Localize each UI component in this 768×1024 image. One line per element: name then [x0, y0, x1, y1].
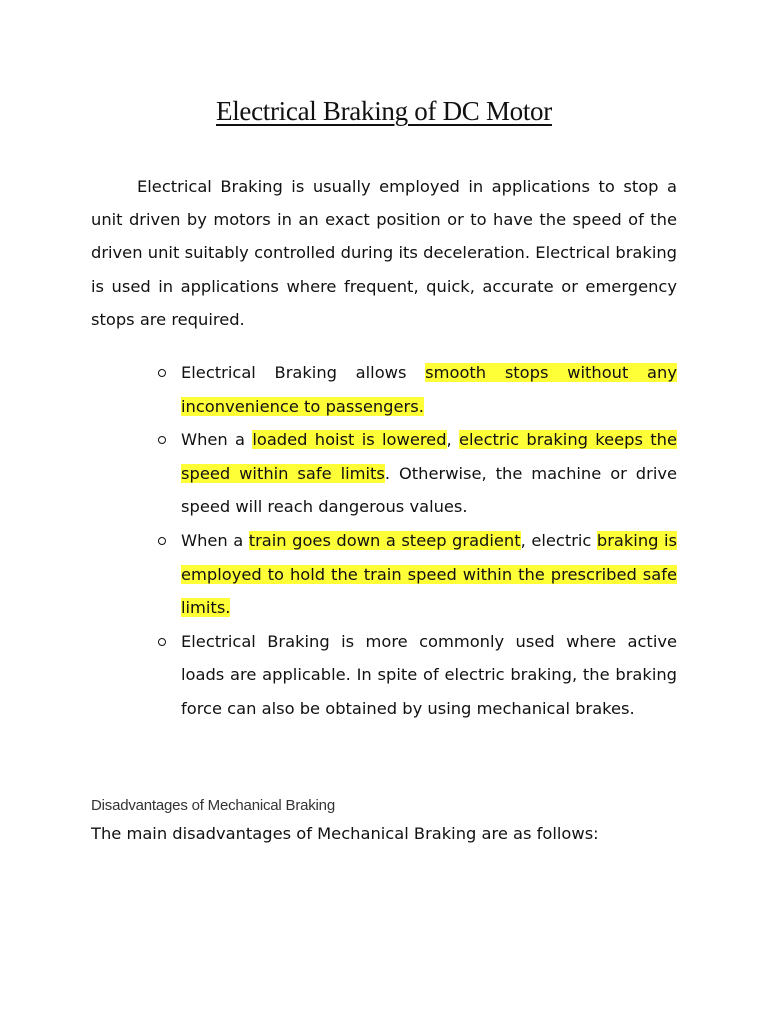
bullet-circle-icon	[158, 638, 166, 646]
intro-paragraph: Electrical Braking is usually employed in applications to stop a unit driven by motors in an exact position or to have the speed of the driven unit suitably controlled during its deceleration. Electrical braking is used in applications where frequent, quick, accurate or emergency stops are required.	[91, 177, 677, 329]
bullet-circle-icon	[158, 436, 166, 444]
highlighted-text: smooth stops without any inconvenience to passengers.	[181, 363, 677, 416]
list-item-text: Electrical Braking is more commonly used where active loads are applicable. In spite of electric braking, the braking force can also be obtained by using mechanical brakes.	[181, 631, 677, 718]
highlighted-text: loaded hoist is lowered	[252, 430, 447, 450]
list-item	[181, 356, 677, 423]
list-item-text: When a	[181, 430, 253, 450]
list-item-text: . Otherwise, the machine or drive speed will reach dangerous values.	[181, 463, 677, 517]
list-item	[181, 423, 677, 524]
bullet-circle-icon	[158, 537, 166, 545]
section-heading: Disadvantages of Mechanical Braking	[91, 797, 335, 814]
benefits-list	[181, 356, 677, 726]
list-item	[181, 524, 677, 625]
list-item-text: Electrical Braking allows	[181, 363, 426, 382]
list-item	[181, 625, 677, 726]
highlighted-text: train goes down a steep gradient	[248, 530, 521, 550]
bullet-circle-icon	[158, 369, 166, 377]
page-title: Electrical Braking of DC Motor	[216, 96, 552, 126]
list-item-text: When a	[181, 530, 249, 550]
highlighted-text: electric braking keeps the speed within safe limits	[181, 430, 677, 483]
list-item-text: , electric	[520, 530, 597, 550]
section-intro-text: The main disadvantages of Mechanical Braking are as follows:	[91, 824, 599, 843]
highlighted-text: braking is employed to hold the train speed within the prescribed safe limits.	[181, 530, 677, 618]
list-item-text: ,	[446, 430, 460, 450]
